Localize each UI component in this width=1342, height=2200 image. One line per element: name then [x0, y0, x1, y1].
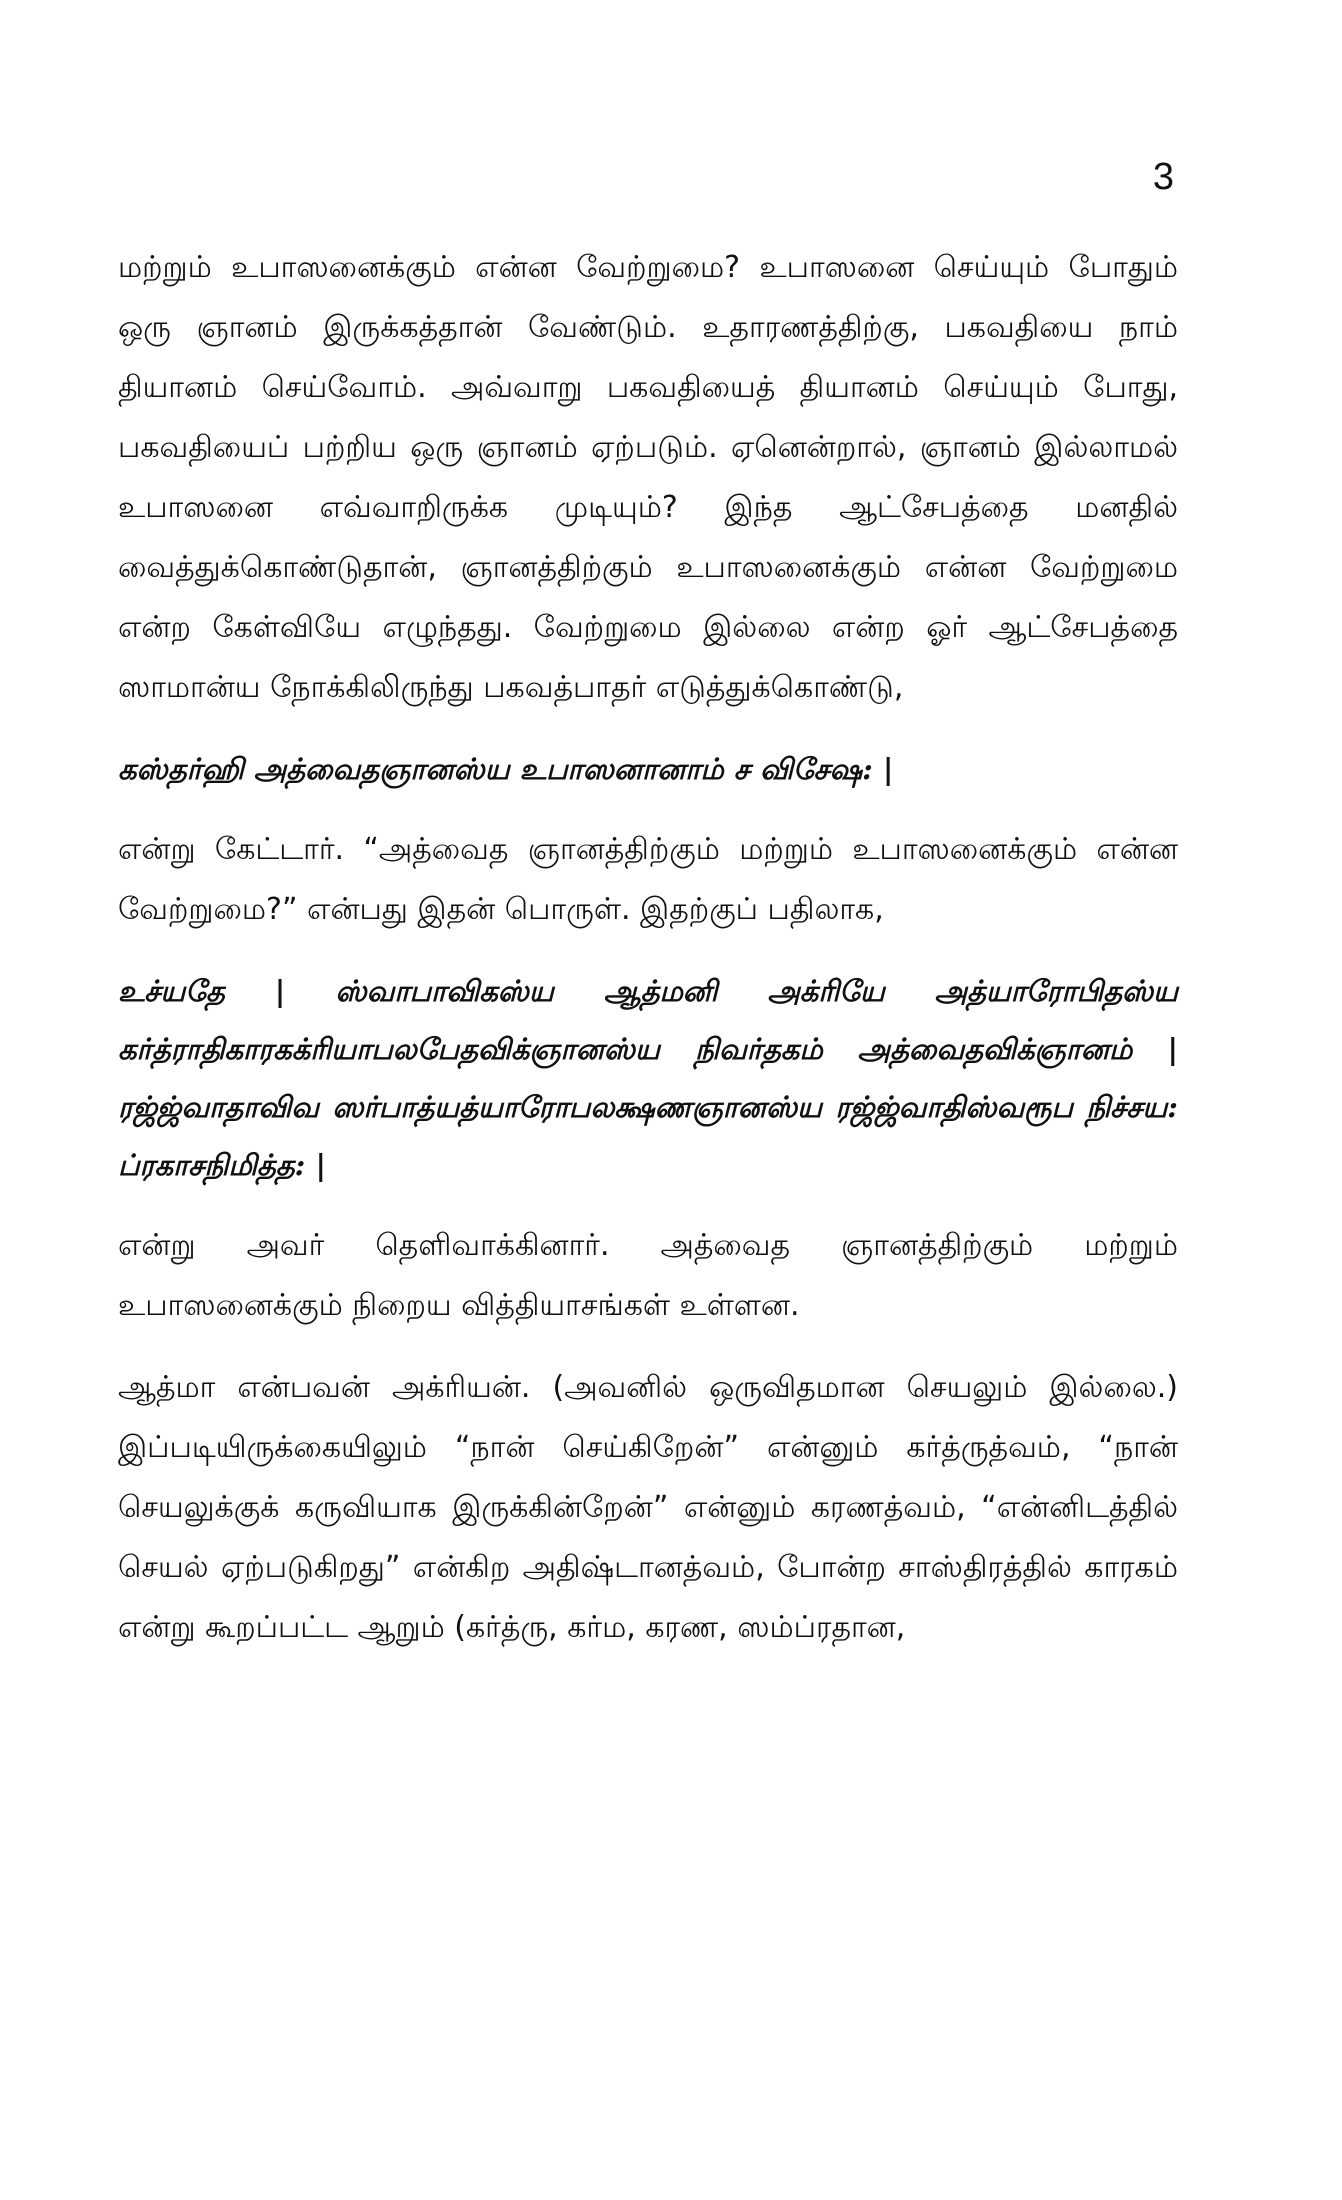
paragraph-clarified: என்று அவர் தெளிவாக்கினார். அத்வைத ஞானத்திற்கும் மற்றும் உபாஸனைக்கும் நிறைய வித்தியாசங்கள் உள்ளன.: [118, 1228, 1178, 1323]
paragraph-upasana-question: மற்றும் உபாஸனைக்கும் என்ன வேற்றுமை? உபாஸனை செய்யும் போதும் ஒரு ஞானம் இருக்கத்தான் வேண்டும். உதாரணத்திற்கு, பகவதியை நாம் தியானம் செய்வோம். அவ்வாறு பகவதியைத் தியானம் செய்யும் போது, பகவதியைப் பற்றிய ஒரு ஞானம் ஏற்படும். ஏனென்றால், ஞானம் இல்லாமல் உபாஸனை எவ்வாறிருக்க முடியும்? இந்த ஆட்சேபத்தை மனதில் வைத்துக்கொண்டுதான், ஞானத்திற்கும் உபாஸனைக்கும் என்ன வேற்றுமை என்ற கேள்வியே எழுந்தது. வேற்றுமை இல்லை என்ற ஓர் ஆட்சேபத்தை ஸாமான்ய நோக்கிலிருந்து பகவத்பாதர் எடுத்துக்கொண்டு,: [118, 250, 1178, 705]
sanskrit-quote-answer: உச்யதே | ஸ்வாபாவிகஸ்ய ஆத்மனி அக்ரியே அத்யாரோபிதஸ்ய கர்த்ராதிகாரகக்ரியாபலபேதவிக்ஞானஸ்ய நிவர்தகம் அத்வைதவிக்ஞானம் | ரஜ்ஜ்வாதாவிவ ஸர்பாத்யத்யாரோபலக்ஷணஞானஸ்ய ரஜ்ஜ்வாதிஸ்வரூப நிச்சய: ப்ரகாசநிமித்த: |: [118, 974, 1178, 1182]
sanskrit-quote-question: கஸ்தர்ஹி அத்வைதஞானஸ்ய உபாஸனானாம் ச விசேஷ: |: [118, 752, 894, 786]
paragraph-asked: என்று கேட்டார். “அத்வைத ஞானத்திற்கும் மற்றும் உபாஸனைக்கும் என்ன வேற்றுமை?” என்பது இதன் பொருள். இதற்குப் பதிலாக,: [118, 832, 1178, 927]
page-number: 3: [1152, 156, 1174, 198]
page-body: [118, 238, 1178, 1658]
paragraph-atma-akriya: ஆத்மா என்பவன் அக்ரியன். (அவனில் ஒருவிதமான செயலும் இல்லை.) இப்படியிருக்கையிலும் “நான் செய்கிறேன்” என்னும் கர்த்ருத்வம், “நான் செயலுக்குக் கருவியாக இருக்கின்றேன்” என்னும் கரணத்வம், “என்னிடத்தில் செயல் ஏற்படுகிறது” என்கிற அதிஷ்டானத்வம், போன்ற சாஸ்திரத்தில் காரகம் என்று கூறப்பட்ட ஆறும் (கர்த்ரு, கர்ம, கரண, ஸம்ப்ரதான,: [118, 1370, 1178, 1645]
